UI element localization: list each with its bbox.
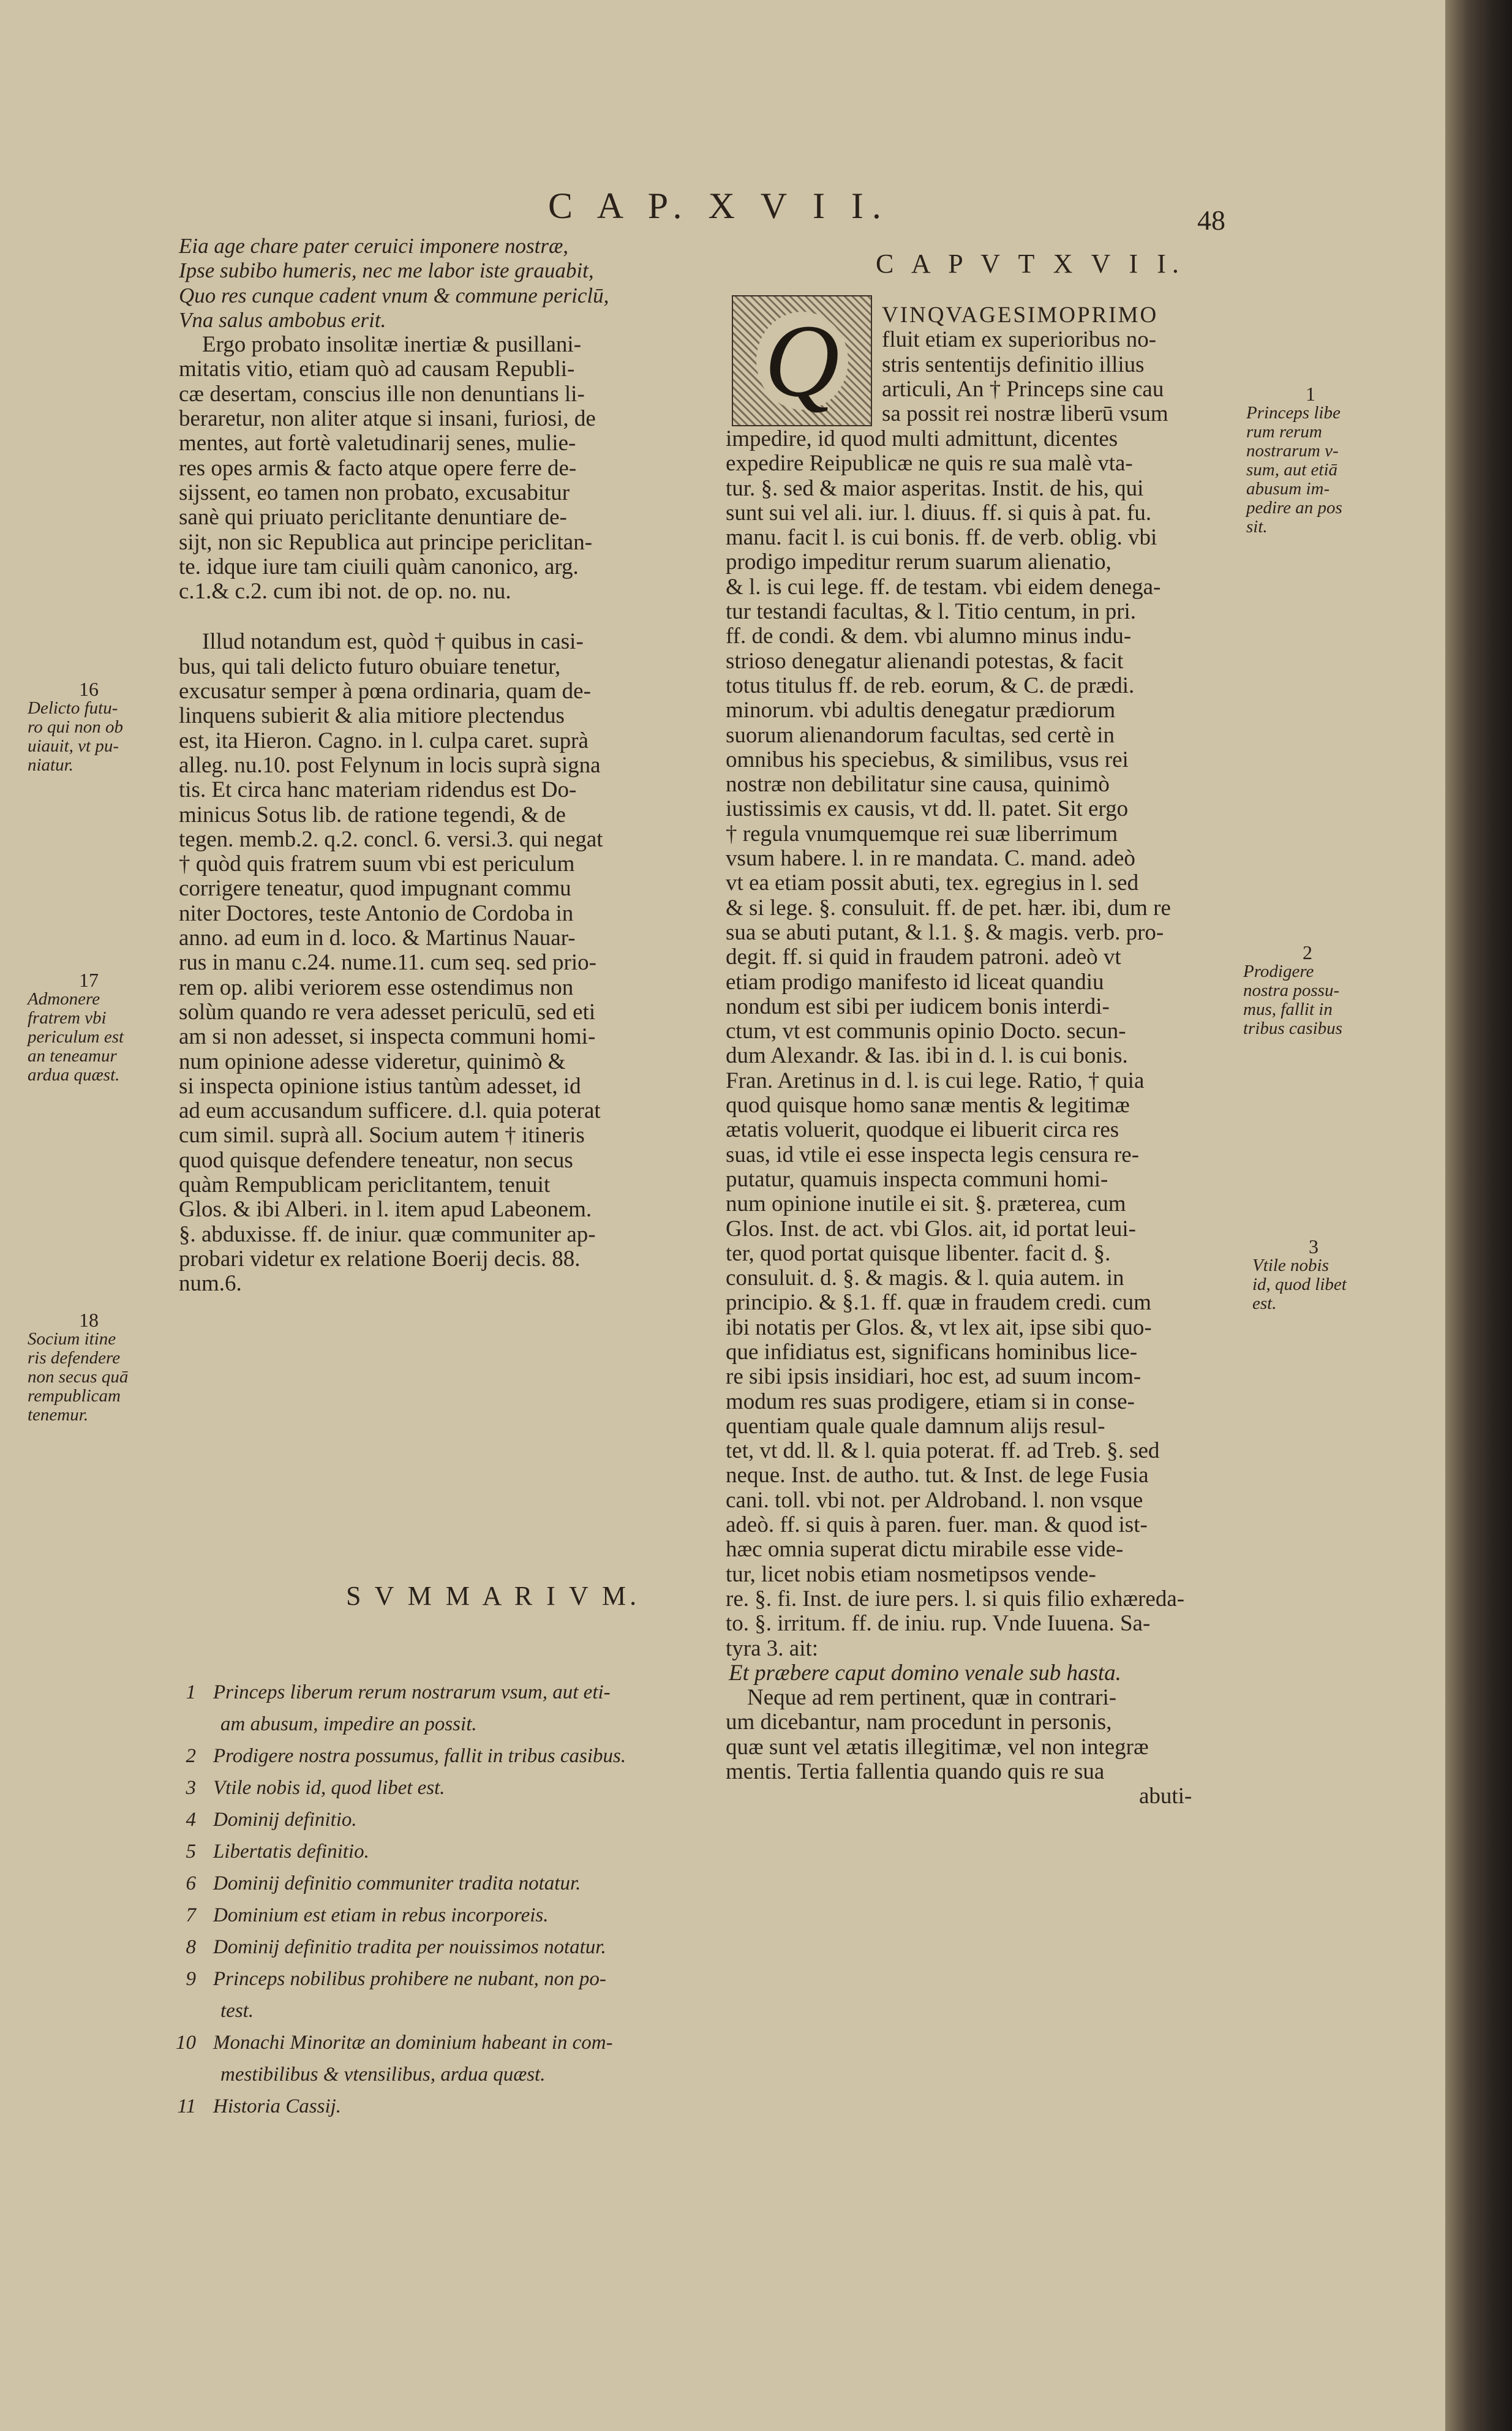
- margin-note-line: niatur.: [28, 755, 73, 775]
- text-line: quod quisque homo sanæ mentis & legitimæ: [726, 1093, 1130, 1118]
- summary-item-continuation: [147, 2064, 626, 2095]
- text-line: re sibi ipsis insidiari, hoc est, ad suum incom-: [726, 1364, 1142, 1390]
- text-line: si inspecta opinione istius tantùm adesset, id: [179, 1073, 581, 1099]
- summary-list: [147, 1681, 626, 2127]
- margin-note-line: Prodigere: [1243, 962, 1314, 981]
- verse-line: Eia age chare pater ceruici imponere nostræ,: [179, 234, 569, 258]
- text-line: Glos. & ibi Alberi. in l. item apud Labeonem.: [179, 1197, 592, 1223]
- text-line: probari videtur ex relatione Boerij decis. 88.: [179, 1246, 581, 1272]
- summary-item-text: Monachi Minoritæ an dominium habeant in com-: [213, 2032, 613, 2054]
- text-line: nondum est sibi per iudicem bonis interdi-: [726, 993, 1110, 1019]
- text-line: quentiam quale quale damnum alijs resul-: [726, 1413, 1105, 1439]
- text-line: corrigere teneatur, quod impugnant commu: [179, 876, 571, 902]
- text-line: rus in manu c.24. nume.11. cum seq. sed prio-: [179, 950, 596, 976]
- summary-item-number: 5: [186, 1841, 196, 1863]
- margin-note-3: [1252, 1237, 1375, 1313]
- text-line: res opes armis & facto atque opere ferre de-: [179, 455, 577, 481]
- summary-item-text: mestibilibus & vtensilibus, ardua quæst.: [220, 2064, 546, 2086]
- summary-item-number: 8: [186, 1936, 196, 1958]
- text-line: §. abduxisse. ff. de iniur. quæ communiter ap-: [179, 1221, 596, 1247]
- text-line: vsum habere. l. in re mandata. C. mand. adeò: [726, 846, 1135, 872]
- margin-note-number: 1: [1306, 383, 1315, 405]
- text-line: suorum alienandorum facultas, sed certè in: [726, 722, 1115, 748]
- margin-note-line: ris defendere: [28, 1348, 121, 1368]
- margin-note-line: non secus quā: [28, 1367, 129, 1387]
- margin-note-line: tenemur.: [28, 1405, 89, 1425]
- margin-note-line: rum rerum: [1246, 422, 1322, 442]
- margin-note-line: sit.: [1246, 517, 1268, 537]
- margin-note-number: 3: [1309, 1235, 1318, 1257]
- text-line: iustissimis ex causis, vt dd. ll. patet. Sit ergo: [726, 796, 1129, 822]
- text-line: stris sententijs definitio illius: [882, 352, 1145, 377]
- margin-note-line: nostra possu-: [1243, 981, 1340, 1000]
- text-line: sijssent, eo tamen non probato, excusabitur: [179, 480, 570, 505]
- text-line: c.1.& c.2. cum ibi not. de op. no. nu.: [179, 579, 511, 605]
- text-line: suas, id vtile ei esse inspecta legis censura re-: [726, 1142, 1140, 1167]
- text-line: dum Alexandr. & Ias. ibi in d. l. is cui bonis.: [726, 1043, 1128, 1069]
- margin-note-line: uiauit, vt pu-: [28, 736, 119, 756]
- summary-item: [147, 1968, 626, 2000]
- text-line: ctum, vt est communis opinio Docto. secun-: [726, 1019, 1126, 1044]
- text-line: te. idque iure tam ciuili quàm canonico, arg.: [179, 554, 579, 579]
- text-line: prodigo impeditur rerum suarum alienatio,: [726, 549, 1111, 575]
- summary-item-continuation: [147, 1713, 626, 1745]
- summary-item-number: 2: [186, 1745, 196, 1767]
- summary-item-number: 3: [186, 1777, 196, 1799]
- left-column: [179, 234, 672, 1296]
- text-line: Fran. Aretinus in d. l. is cui lege. Ratio, † quia: [726, 1068, 1145, 1093]
- margin-note-18: [28, 1311, 150, 1425]
- text-line: etiam prodigo manifesto id liceat quandiu: [726, 969, 1104, 995]
- margin-note-2: [1243, 943, 1372, 1038]
- verse-line: Vna salus ambobus erit.: [179, 307, 386, 332]
- summary-item-continuation: [147, 2000, 626, 2032]
- text-line: cæ desertam, conscius ille non denuntians li-: [179, 381, 585, 407]
- text-line: quæ sunt vel ætatis illegitimæ, vel non integræ: [726, 1734, 1149, 1760]
- text-line: tyra 3. ait:: [726, 1635, 819, 1661]
- margin-note-line: pedire an pos: [1246, 498, 1342, 518]
- text-line: impedire, id quod multi admittunt, dicentes: [726, 426, 1118, 451]
- summary-item-text: am abusum, impedire an possit.: [220, 1713, 477, 1735]
- margin-note-line: id, quod libet: [1252, 1275, 1347, 1294]
- text-line: & si lege. §. consuluit. ff. de pet. hær. ibi, dum re: [726, 895, 1171, 921]
- summary-item-text: Princeps nobilibus prohibere ne nubant, non po-: [213, 1968, 606, 1990]
- text-line: cani. toll. vbi not. per Aldroband. l. non vsque: [726, 1487, 1143, 1513]
- summary-item-number: 10: [176, 2032, 196, 2054]
- summary-item: [147, 1809, 626, 1841]
- summary-item-text: Libertatis definitio.: [213, 1841, 369, 1863]
- summary-item: [147, 1777, 626, 1809]
- margin-note-line: nostrarum v-: [1246, 441, 1339, 461]
- summary-item-text: test.: [220, 2000, 254, 2022]
- verse-line: Et præbere caput domino venale sub hasta.: [729, 1660, 1121, 1686]
- margin-note-line: mus, fallit in: [1243, 1000, 1333, 1019]
- text-line: putatur, quamuis inspecta communi homi-: [726, 1166, 1108, 1192]
- margin-note-line: abusum im-: [1246, 479, 1330, 499]
- text-line: quod quisque defendere teneatur, non secus: [179, 1147, 573, 1173]
- text-line: que infidiatus est, significans hominibus lice-: [726, 1339, 1138, 1365]
- summary-item-text: Historia Cassij.: [213, 2095, 342, 2117]
- text-line: Ergo probato insolitæ inertiæ & pusillani-: [202, 332, 582, 358]
- summary-item-text: Princeps liberum rerum nostrarum vsum, aut eti-: [213, 1681, 611, 1703]
- text-line: sua se abuti putant, & l.1. §. & magis. verb. pro-: [726, 919, 1164, 945]
- running-header: C A P. X V I I.: [548, 186, 890, 226]
- text-line: mitatis vitio, etiam quò ad causam Republi-: [179, 356, 575, 382]
- text-line: um dicebantur, nam procedunt in personis,: [726, 1709, 1112, 1735]
- margin-note-line: est.: [1252, 1294, 1277, 1313]
- text-line: consuluit. d. §. & magis. & l. quia autem. in: [726, 1265, 1124, 1291]
- text-line: hæc omnia superat dictu mirabile esse vide-: [726, 1537, 1124, 1562]
- text-line: expedire Reipublicæ ne quis re sua malè vta-: [726, 451, 1133, 477]
- verse-quote: [179, 234, 672, 333]
- text-line: neque. Inst. de autho. tut. & Inst. de lege Fusia: [726, 1463, 1149, 1488]
- summary-item-number: 11: [177, 2095, 196, 2117]
- summary-item-number: 4: [186, 1809, 196, 1831]
- text-line: † regula vnumquemque rei suæ liberrimum: [726, 821, 1118, 846]
- margin-note-line: tribus casibus: [1243, 1019, 1342, 1038]
- margin-note-17: [28, 971, 150, 1085]
- text-line: mentes, aut fortè valetudinarij senes, mulie-: [179, 431, 576, 456]
- text-line: VINQVAGESIMOPRIMO: [882, 303, 1159, 328]
- text-line: quàm Rempublicam periclitantem, tenuit: [179, 1172, 551, 1197]
- margin-note-line: an teneamur: [28, 1046, 117, 1066]
- summary-item: [147, 2095, 626, 2127]
- text-line: alleg. nu.10. post Felynum in locis suprà signa: [179, 752, 601, 778]
- text-line: beraretur, non aliter atque si insani, furiosi, de: [179, 406, 596, 432]
- chapter-opening: [882, 303, 1249, 426]
- margin-note-line: sum, aut etiā: [1246, 460, 1338, 480]
- text-line: totus titulus ff. de reb. eorum, & C. de prædi.: [726, 673, 1135, 698]
- text-line: rem op. alibi veriorem esse ostendimus non: [179, 974, 574, 1000]
- summary-item: [147, 1872, 626, 1904]
- margin-note-line: periculum est: [28, 1027, 124, 1047]
- text-line: solùm quando re vera adesset periculū, sed eti: [179, 999, 596, 1025]
- margin-note-line: Socium itine: [28, 1329, 116, 1349]
- text-line: Illud notandum est, quòd † quibus in casi-: [202, 629, 584, 655]
- margin-note-line: rempublicam: [28, 1386, 121, 1406]
- text-line: & l. is cui lege. ff. de testam. vbi eidem denega-: [726, 574, 1161, 600]
- text-line: vt ea etiam possit abuti, tex. egregius in l. sed: [726, 870, 1139, 896]
- text-line: tegen. memb.2. q.2. concl. 6. versi.3. qui negat: [179, 826, 603, 852]
- text-line: est, ita Hieron. Cagno. in l. culpa caret. suprà: [179, 728, 589, 753]
- text-line: bus, qui tali delicto futuro obuiare tenetur,: [179, 654, 561, 679]
- summary-item-number: 1: [186, 1681, 196, 1703]
- text-line: sanè qui priuato periclitante denuntiare de-: [179, 505, 567, 530]
- margin-note-number: 18: [79, 1309, 99, 1331]
- text-line: adeò. ff. si quis à paren. fuer. man. & quod ist-: [726, 1512, 1148, 1538]
- text-line: articuli, An † Princeps sine cau: [882, 376, 1164, 402]
- text-line: degit. ff. si quid in fraudem patroni. adeò vt: [726, 944, 1121, 970]
- margin-note-number: 17: [79, 969, 99, 991]
- text-line: Neque ad rem pertinent, quæ in contrari-: [747, 1685, 1117, 1711]
- chapter-title: C A P V T X V I I.: [876, 249, 1185, 279]
- text-line: omnibus his speciebus, & similibus, vsus rei: [726, 747, 1129, 772]
- margin-note-number: 2: [1303, 941, 1312, 963]
- text-line: ibi notatis per Glos. &, vt lex ait, ipse sibi quo-: [726, 1314, 1152, 1340]
- text-line: sunt sui vel ali. iur. l. diuus. ff. si quis à pat. fu.: [726, 500, 1152, 526]
- text-line: Glos. Inst. de act. vbi Glos. ait, id portat leui-: [726, 1216, 1136, 1242]
- text-line: num.6.: [179, 1271, 242, 1297]
- text-line: ter, quod portat quisque libenter. facit d. §.: [726, 1240, 1111, 1266]
- summary-title: S V M M A R I V M.: [346, 1581, 641, 1611]
- summary-item-number: 9: [186, 1968, 196, 1990]
- verse-line: Quo res cunque cadent vnum & commune periclū,: [179, 283, 609, 307]
- margin-note-16: [28, 680, 150, 775]
- summary-item: [147, 1936, 626, 1968]
- text-line: linquens subierit & alia mitiore plectendus: [179, 703, 565, 729]
- verse-line: Ipse subibo humeris, nec me labor iste grauabit,: [179, 258, 594, 283]
- margin-note-line: Princeps libe: [1246, 403, 1341, 423]
- text-line: tis. Et circa hanc materiam ridendus est Do-: [179, 777, 577, 803]
- text-line: anno. ad eum in d. loco. & Martinus Nauar-: [179, 925, 576, 951]
- text-line: niter Doctores, teste Antonio de Cordoba in: [179, 900, 574, 926]
- text-line: ff. de condi. & dem. vbi alumno minus indu-: [726, 624, 1132, 649]
- text-line: num opinione inutile ei sit. §. præterea, cum: [726, 1191, 1126, 1217]
- summary-item-text: Vtile nobis id, quod libet est.: [213, 1777, 445, 1799]
- book-gutter: [1445, 0, 1512, 2431]
- text-line: am si non adesset, si inspecta communi homi-: [179, 1024, 596, 1050]
- margin-note-number: 16: [79, 678, 99, 700]
- text-line: mentis. Tertia fallentia quando quis re sua: [726, 1759, 1105, 1785]
- text-line: to. §. irritum. ff. de iniu. rup. Vnde Iuuena. Sa-: [726, 1611, 1151, 1637]
- margin-note-1: [1246, 385, 1375, 537]
- margin-note-line: fratrem vbi: [28, 1008, 107, 1028]
- summary-item-number: 6: [186, 1872, 196, 1894]
- right-body-text: [726, 427, 1252, 1809]
- margin-note-line: ro qui non ob: [28, 717, 124, 737]
- summary-item: [147, 1841, 626, 1872]
- left-body-text: [179, 333, 672, 1296]
- text-line: modum res suas prodigere, etiam si in conse-: [726, 1389, 1135, 1414]
- text-line: tur, licet nobis etiam nosmetipsos vende-: [726, 1561, 1096, 1587]
- summary-item-text: Prodigere nostra possumus, fallit in tribus casibus.: [213, 1745, 626, 1767]
- text-line: ad eum accusandum sufficere. d.l. quia poterat: [179, 1098, 601, 1124]
- text-line: sa possit rei nostræ liberū vsum: [882, 401, 1168, 427]
- text-line: excusatur semper à pœna ordinaria, quam de-: [179, 679, 591, 704]
- text-line: minicus Sotus lib. de ratione tegendi, & de: [179, 802, 566, 827]
- text-line: strioso denegatur alienandi potestas, & facit: [726, 648, 1124, 674]
- decorated-initial: [732, 295, 872, 426]
- summary-item-text: Dominij definitio.: [213, 1809, 357, 1831]
- text-line: manu. facit l. is cui bonis. ff. de verb. oblig. vbi: [726, 525, 1157, 551]
- summary-item-text: Dominij definitio communiter tradita notatur.: [213, 1872, 581, 1894]
- text-line: num opinione adesse videretur, quinimò &: [179, 1049, 566, 1074]
- margin-note-line: Vtile nobis: [1252, 1256, 1329, 1275]
- summary-item: [147, 1904, 626, 1936]
- summary-item-text: Dominium est etiam in rebus incorporeis.: [213, 1904, 549, 1926]
- text-line: sijt, non sic Republica aut principe periclitan-: [179, 529, 593, 555]
- catchword: abuti-: [1139, 1784, 1192, 1809]
- text-line: † quòd quis fratrem suum vbi est periculum: [179, 851, 575, 877]
- summary-item: [147, 2032, 626, 2064]
- summary-item: [147, 1681, 626, 1713]
- text-line: tur. §. sed & maior asperitas. Instit. de his, qui: [726, 475, 1144, 501]
- text-line: principio. & §.1. ff. quæ in fraudem credi. cum: [726, 1290, 1151, 1316]
- text-line: fluit etiam ex superioribus no-: [882, 327, 1157, 353]
- margin-note-line: Delicto futu-: [28, 698, 118, 718]
- initial-letter: Q: [756, 312, 848, 410]
- text-line: re. §. fi. Inst. de iure pers. l. si quis filio exhæreda-: [726, 1586, 1185, 1611]
- text-line: cum simil. suprà all. Socium autem † itineris: [179, 1123, 585, 1148]
- page-number: 48: [1197, 205, 1225, 236]
- summary-item-number: 7: [186, 1904, 196, 1926]
- summary-item: [147, 1745, 626, 1777]
- text-line: tur testandi facultas, & l. Titio centum, in pri.: [726, 599, 1137, 625]
- text-line: minorum. vbi adultis denegatur prædiorum: [726, 698, 1116, 723]
- text-line: tet, vt dd. ll. & l. quia poterat. ff. ad Treb. §. sed: [726, 1438, 1160, 1464]
- summary-item-text: Dominij definitio tradita per nouissimos notatur.: [213, 1936, 606, 1958]
- margin-note-line: Admonere: [28, 989, 100, 1009]
- margin-note-line: ardua quæst.: [28, 1065, 120, 1085]
- text-line: ætatis voluerit, quodque ei libuerit circa res: [726, 1117, 1119, 1143]
- text-line: nostræ non debilitatur sine causa, quinimò: [726, 772, 1110, 797]
